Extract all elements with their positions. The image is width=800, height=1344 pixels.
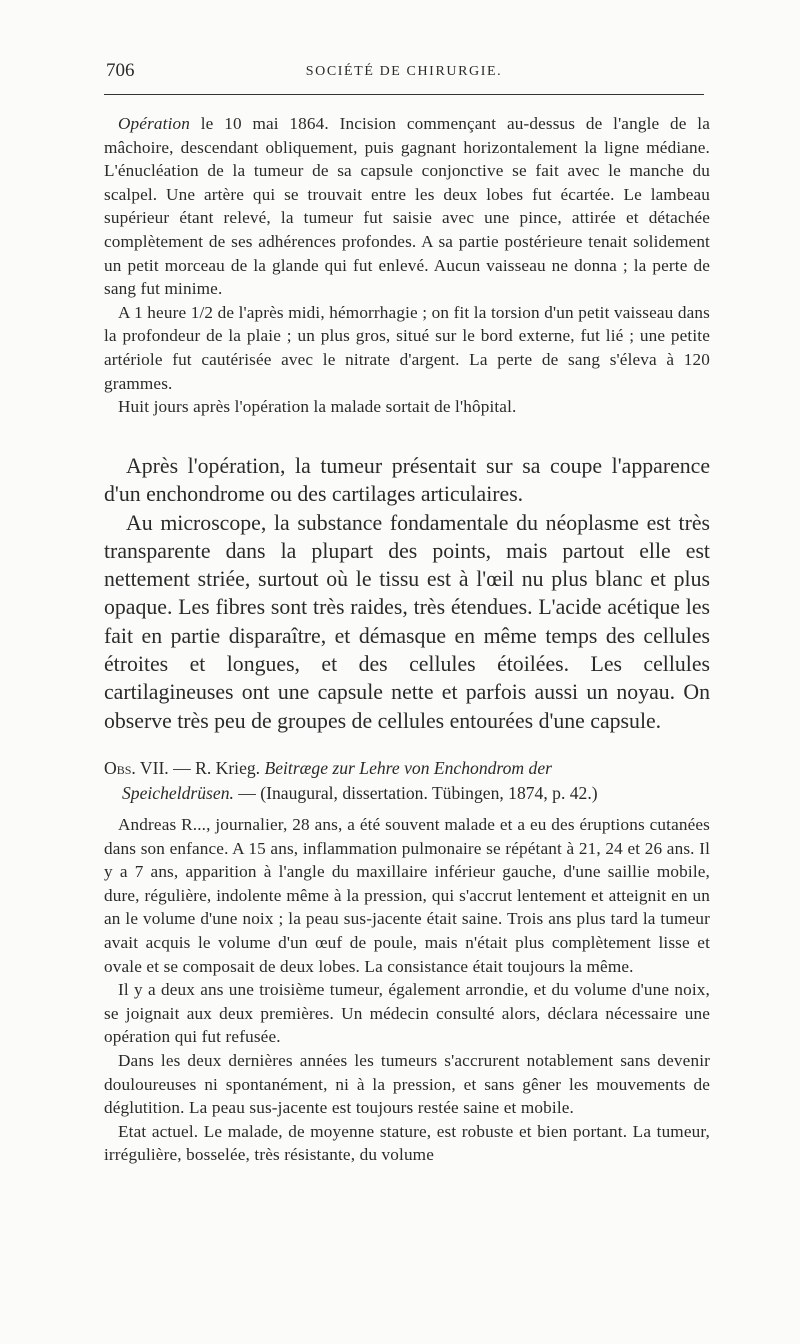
observation-heading [104, 756, 710, 806]
current-state-paragraph: Etat actuel. Le malade, de moyenne stature, est robuste et bien portant. La tumeur, irrégulière, bosselée, très résistante, du volume [104, 1121, 710, 1165]
header-rule [104, 94, 704, 95]
operation-label: Opération [118, 114, 191, 133]
third-tumor-paragraph: Il y a deux ans une troisième tumeur, également arrondie, et du volume d'une noix, se joignait aux deux premières. Un médecin consulté alors, déclara nécessaire une opération qui fut refusée. [104, 980, 710, 1047]
discharge-paragraph: Huit jours après l'opération la malade sortait de l'hôpital. [118, 397, 517, 417]
page-header [104, 56, 704, 88]
running-title: SOCIÉTÉ DE CHIRURGIE. [305, 64, 503, 79]
obs-number-author: VII. — R. Krieg. [135, 758, 265, 778]
obs-title-line2: Speicheldrüsen. [122, 783, 234, 803]
findings-section [104, 452, 710, 735]
findings-cut-paragraph: Après l'opération, la tumeur présentait sur sa coupe l'apparence d'un enchondrome ou des cartilages articulaires. [104, 454, 710, 507]
hemorrhage-paragraph: A 1 heure 1/2 de l'après midi, hémorrhagie ; on fit la torsion d'un petit vaisseau dans la profondeur de la plaie ; un plus gros, situé sur le bord externe, fut lié ; une petite artériole fut cautérisée avec le nitrate d'argent. La perte de sang s'éleva à 120 grammes. [104, 302, 710, 393]
operation-paragraph [104, 112, 710, 301]
case-history-paragraph: Andreas R..., journalier, 28 ans, a été souvent malade et a eu des éruptions cutanées dans son enfance. A 15 ans, inflammation pulmonaire se répétant à 21, 24 et 26 ans. Il y a 7 ans, apparition à l'angle du maxillaire inférieur gauche, d'une saillie mobile, dure, régulière, indolente même à la pression, qui s'accrut lentement et atteignit en un an le volume d'une noix ; la peau sus-jacente était saine. Trois ans plus tard la tumeur avait acquis le volume d'un œuf de poule, mais n'était plus complètement lisse et ovale et se composait de deux lobes. La consistance était toujours la même. [104, 815, 710, 976]
growth-paragraph: Dans les deux dernières années les tumeurs s'accrurent notablement sans devenir douloureuses ni spontanément, ni à la pression, et sans gêner les mouvements de déglutition. La peau sus-jacente est toujours restée saine et mobile. [104, 1050, 710, 1118]
obs-label: Obs. [104, 758, 136, 778]
obs-reference: — (Inaugural, dissertation. Tübingen, 1874, p. 42.) [233, 783, 598, 803]
microscope-paragraph: Au microscope, la substance fondamentale du néoplasme est très transparente dans la plupart des points, mais partout elle est nettement striée, surtout où le tissu est à l'œil nu plus blanc et plus opaque. Les fibres sont très raides, très étendues. L'acide acétique les fait en partie disparaître, et démasque en même temps des cellules étroites et longues, et des cellules étoilées. Les cellules cartilagineuses ont une capsule nette et parfois aussi un noyau. On observe très peu de groupes de cellules entourées d'une capsule. [104, 510, 710, 733]
operation-text: le 10 mai 1864. Incision commençant au-dessus de l'angle de la mâchoire, descendant obliquement, puis gagnant horizontalement la ligne médiane. L'énucléation de la tumeur de sa capsule conjonctive se fait avec le manche du scalpel. Une artère qui se trouvait entre les deux lobes fut écartée. Le lambeau supérieur étant relevé, la tumeur fut saisie avec une pince, attirée et détachée complètement de ses adhérences profondes. A sa partie postérieure tenait solidement un petit morceau de la glande qui fut enlevé. Aucun vaisseau ne donna ; la perte de sang fut minime. [104, 114, 710, 299]
case-section [104, 813, 710, 1167]
page-number: 706 [106, 60, 135, 81]
operation-section [104, 112, 710, 419]
obs-title-line1: Beitræge zur Lehre von Enchondrom der [264, 758, 552, 778]
